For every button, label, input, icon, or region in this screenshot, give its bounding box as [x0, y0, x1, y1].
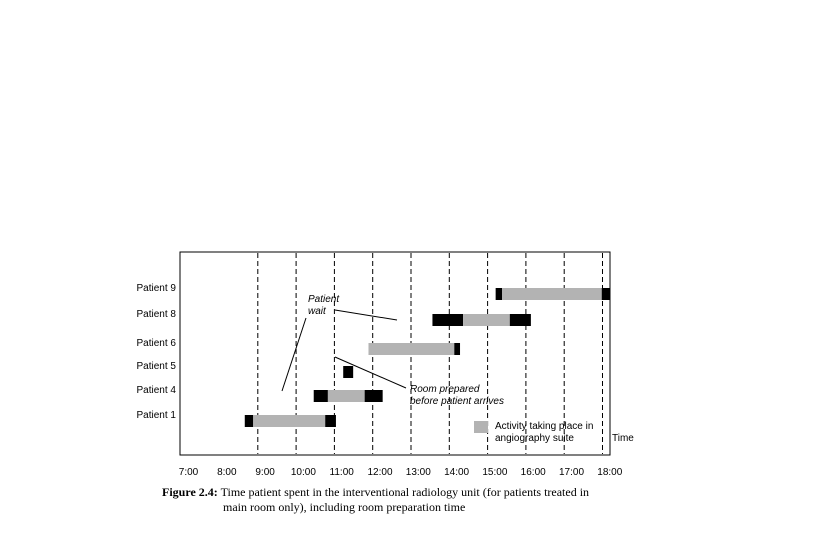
bar-segment-activity — [463, 314, 510, 326]
bar-segment-wait — [343, 366, 353, 378]
legend — [474, 421, 593, 444]
x-tick-labels — [179, 467, 623, 478]
bar-segment-activity — [253, 415, 325, 427]
bar-segment-wait — [510, 314, 531, 326]
x-tick-label: 18:00 — [597, 467, 623, 478]
figure-caption — [162, 485, 622, 515]
x-axis-label: Time — [612, 433, 634, 444]
x-tick-label: 13:00 — [405, 467, 431, 478]
x-tick-label: 10:00 — [290, 467, 316, 478]
annotation-room-prepared-line2: before patient arrives — [410, 396, 504, 407]
legend-label-line2: angiography suite — [495, 433, 574, 444]
y-label: Patient 8 — [136, 309, 176, 320]
caption-line2: main room only), including room preparation time — [223, 500, 466, 514]
x-tick-label: 17:00 — [558, 467, 585, 478]
x-tick-label: 9:00 — [255, 467, 275, 478]
bar-segment-wait — [325, 415, 336, 427]
legend-label-line1: Activity taking place in — [495, 421, 594, 432]
bar-segment-wait — [245, 415, 253, 427]
annotation-patient-wait-line2: wait — [308, 306, 326, 317]
legend-swatch-activity — [474, 421, 488, 433]
bar-segment-wait — [602, 288, 610, 300]
y-category-labels — [137, 283, 177, 421]
annotation-patient-wait-line1: Patient — [308, 294, 340, 305]
bar-segment-activity — [502, 288, 602, 300]
y-label: Patient 5 — [136, 361, 176, 372]
bar-segment-activity — [368, 343, 454, 355]
bar-segment-wait — [454, 343, 460, 355]
bar-segment-wait — [432, 314, 463, 326]
annotation-room-prepared-line1: Room prepared — [410, 384, 480, 395]
x-tick-label: 15:00 — [482, 467, 508, 478]
y-label: Patient 9 — [136, 283, 176, 294]
bar-segment-activity — [328, 390, 365, 402]
caption-label: Figure 2.4: — [162, 485, 218, 499]
bar-segment-wait — [314, 390, 328, 402]
x-tick-label: 11:00 — [329, 467, 354, 478]
x-tick-label: 12:00 — [367, 467, 393, 478]
y-label: Patient 1 — [136, 410, 176, 421]
bar-segment-wait — [365, 390, 383, 402]
x-tick-label: 14:00 — [444, 467, 470, 478]
y-label: Patient 4 — [136, 385, 176, 396]
annotation-patient-wait-leader-bottom — [282, 318, 306, 391]
annotation-patient-wait-leader-top — [335, 310, 397, 320]
bar-segment-wait — [496, 288, 503, 300]
x-tick-label: 8:00 — [217, 467, 237, 478]
x-tick-label: 16:00 — [520, 467, 546, 478]
caption-line1: Time patient spent in the interventional radiology unit (for patients treated in — [220, 485, 590, 499]
x-tick-label: 7:00 — [178, 467, 199, 478]
y-label: Patient 6 — [136, 338, 176, 349]
